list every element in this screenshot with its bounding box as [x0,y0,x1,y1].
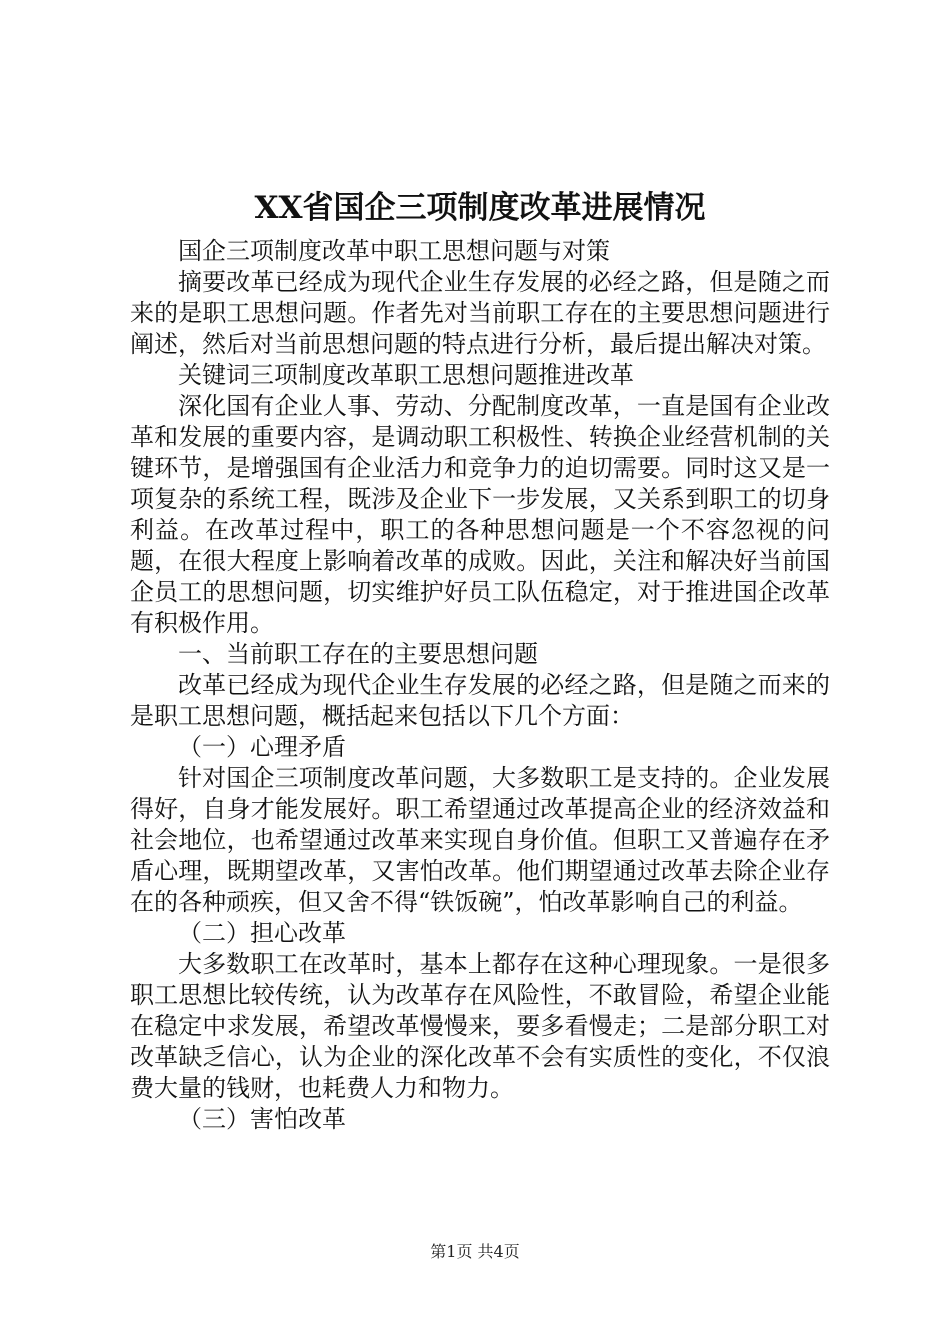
body-paragraph: 针对国企三项制度改革问题，大多数职工是支持的。企业发展得好，自身才能发展好。职工希望通过改革提高企业的经济效益和社会地位，也希望通过改革来实现自身价值。但职工又普遍存在矛盾心理，既期望改革，又害怕改革。他们期望通过改革去除企业存在的各种顽疾，但又舍不得“铁饭碗”，怕改革影响自己的利益。 [130,764,830,916]
page-number-footer: 第1页 共4页 [430,1242,520,1261]
body-paragraph: 大多数职工在改革时，基本上都存在这种心理现象。一是很多职工思想比较传统，认为改革存在风险性，不敢冒险，希望企业能在稳定中求发展，希望改革慢慢来，要多看慢走；二是部分职工对改革缺乏信心，认为企业的深化改革不会有实质性的变化，不仅浪费大量的钱财，也耗费人力和物力。 [130,950,830,1102]
body-paragraph: 改革已经成为现代企业生存发展的必经之路，但是随之而来的是职工思想问题，概括起来包括以下几个方面： [130,671,830,730]
subsection-heading: （三）害怕改革 [178,1105,346,1133]
abstract-paragraph: 摘要改革已经成为现代企业生存发展的必经之路，但是随之而来的是职工思想问题。作者先对当前职工存在的主要思想问题进行阐述，然后对当前思想问题的特点进行分析，最后提出解决对策。 [130,268,830,358]
subsection-heading: （二）担心改革 [178,919,346,947]
section-heading: 一、当前职工存在的主要思想问题 [178,640,538,668]
document-title: XX省国企三项制度改革进展情况 [254,190,706,226]
document-page [130,180,830,1135]
keywords-paragraph: 关键词三项制度改革职工思想问题推进改革 [178,361,634,389]
subsection-heading: （一）心理矛盾 [178,733,346,761]
subtitle-paragraph: 国企三项制度改革中职工思想问题与对策 [178,237,610,265]
body-paragraph: 深化国有企业人事、劳动、分配制度改革，一直是国有企业改革和发展的重要内容，是调动职工积极性、转换企业经营机制的关键环节，是增强国有企业活力和竞争力的迫切需要。同时这又是一项复杂的系统工程，既涉及企业下一步发展，又关系到职工的切身利益。在改革过程中，职工的各种思想问题是一个不容忽视的问题，在很大程度上影响着改革的成败。因此，关注和解决好当前国企员工的思想问题，切实维护好员工队伍稳定，对于推进国企改革有积极作用。 [130,392,830,637]
